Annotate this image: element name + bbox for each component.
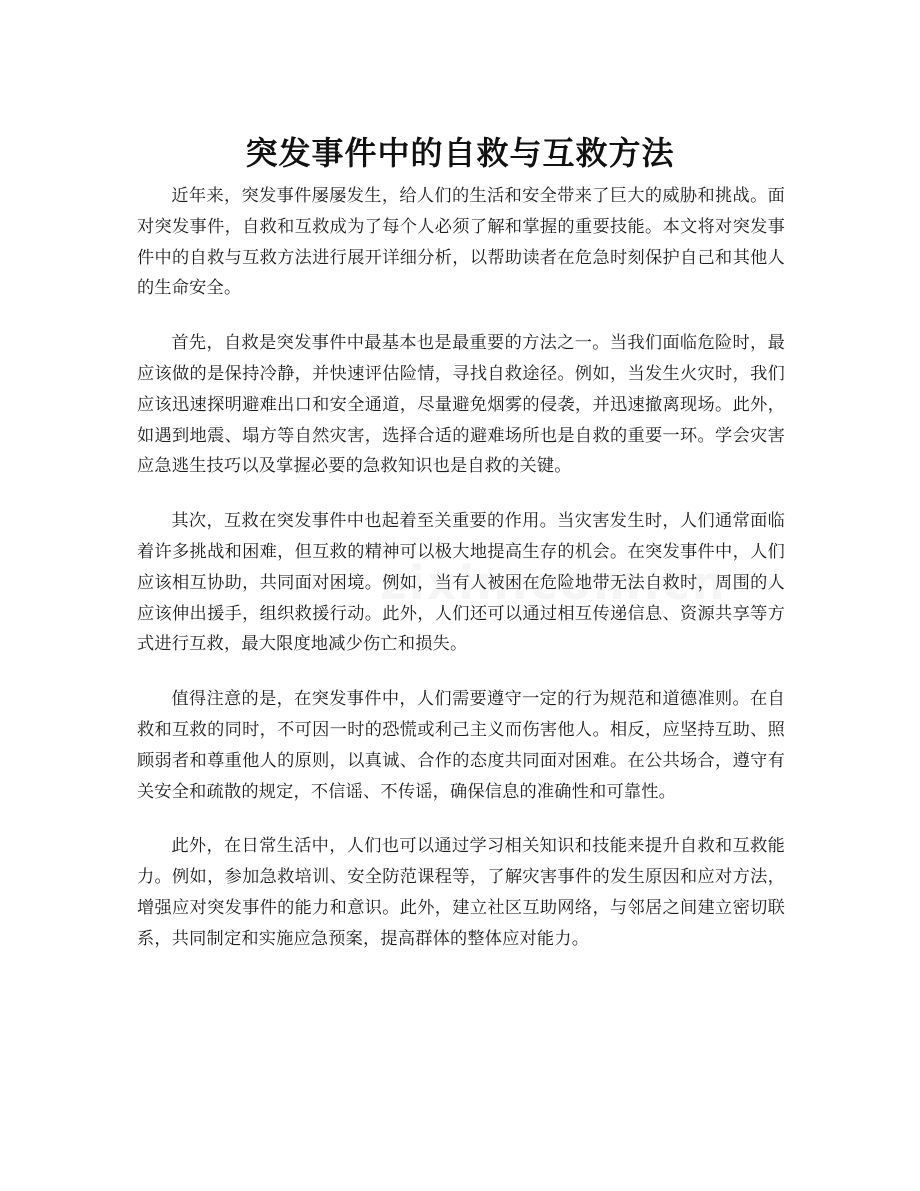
paragraph-intro: 近年来，突发事件屡屡发生，给人们的生活和安全带来了巨大的威胁和挑战。面对突发事件，自救和互救成为了每个人必须了解和掌握的重要技能。本文将对突发事件中的自救与互救方法进行展开详细分析，以帮助读者在危急时刻保护自己和其他人的生命安全。 xyxy=(137,186,785,299)
paragraph-mutual-rescue: 其次，互救在突发事件中也起着至关重要的作用。当灾害发生时，人们通常面临着许多挑战和困难，但互救的精神可以极大地提高生存的机会。在突发事件中，人们应该相互协助，共同面对困境。例如，当有人被困在危险地带无法自救时，周围的人应该伸出援手，组织救援行动。此外，人们还可以通过相互传递信息、资源共享等方式进行互救，最大限度地减少伤亡和损失。 xyxy=(137,511,785,655)
document-title: 突发事件中的自救与互救方法 xyxy=(245,134,675,173)
paragraph-daily-preparation: 此外，在日常生活中，人们也可以通过学习相关知识和技能来提升自救和互救能力。例如，参加急救培训、安全防范课程等，了解灾害事件的发生原因和应对方法，增强应对突发事件的能力和意识。此外，建立社区互助网络，与邻居之间建立密切联系，共同制定和实施应急预案，提高群体的整体应对能力。 xyxy=(137,836,785,949)
document-body xyxy=(137,181,785,979)
paragraph-conduct: 值得注意的是，在突发事件中，人们需要遵守一定的行为规范和道德准则。在自救和互救的同时，不可因一时的恐慌或利己主义而伤害他人。相反，应坚持互助、照顾弱者和尊重他人的原则，以真诚、合作的态度共同面对困难。在公共场合，遵守有关安全和疏散的规定，不信谣、不传谣，确保信息的准确性和可靠性。 xyxy=(137,689,785,802)
paragraph-self-rescue: 首先，自救是突发事件中最基本也是最重要的方法之一。当我们面临危险时，最应该做的是保持冷静，并快速评估险情，寻找自救途径。例如，当发生火灾时，我们应该迅速探明避难出口和安全通道，尽量避免烟雾的侵袭，并迅速撤离现场。此外，如遇到地震、塌方等自然灾害，选择合适的避难场所也是自救的重要一环。学会灾害应急逃生技巧以及掌握必要的急救知识也是自救的关键。 xyxy=(137,333,785,477)
